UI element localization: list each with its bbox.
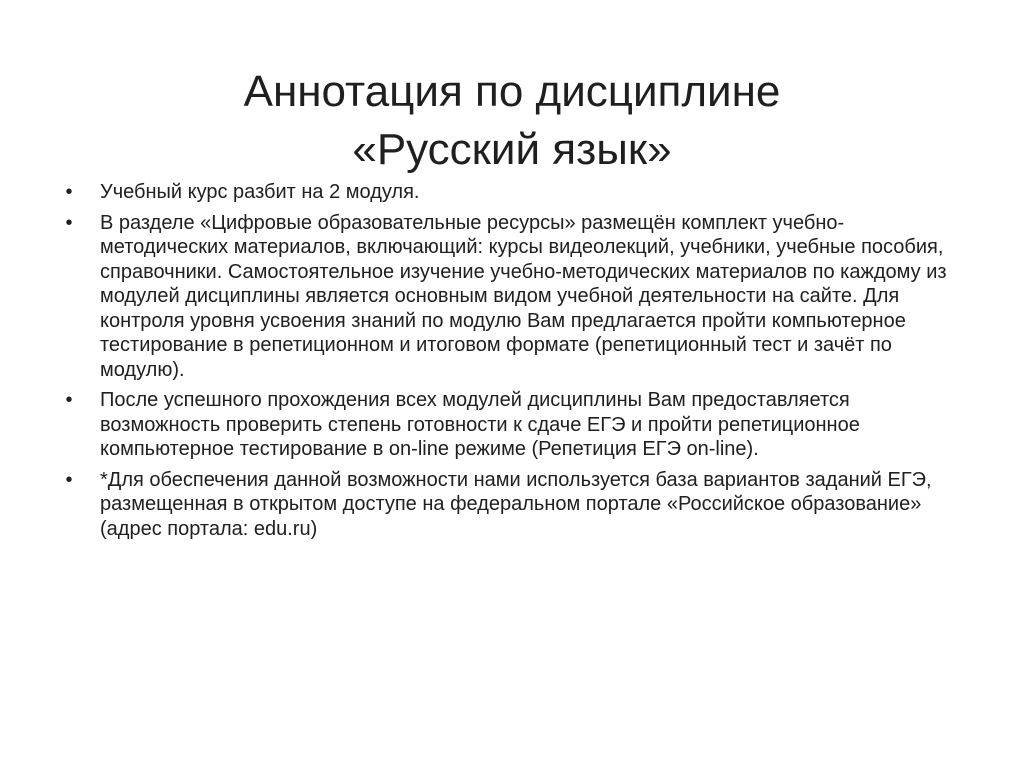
bullet-list bbox=[60, 180, 970, 547]
bullet-dot-icon: • bbox=[65, 389, 73, 411]
bullet-text: После успешного прохождения всех модулей дисциплины Вам предоставляется возможность проверить степень готовности к сдаче ЕГЭ и пройти репетиционное компьютерное тестирование в on-line режиме (Репетиция ЕГЭ on-line). bbox=[100, 389, 860, 460]
bullet-item bbox=[60, 388, 970, 462]
slide-title-line-1: Аннотация по дисциплине bbox=[243, 67, 781, 117]
bullet-item bbox=[60, 211, 970, 383]
slide-title bbox=[60, 63, 964, 179]
bullet-item bbox=[60, 468, 970, 542]
slide-title-line-2: «Русский язык» bbox=[352, 125, 672, 175]
bullet-text: Учебный курс разбит на 2 модуля. bbox=[100, 181, 420, 203]
bullet-dot-icon: • bbox=[65, 468, 73, 491]
bullet-text: В разделе «Цифровые образовательные ресурсы» размещён комплект учебно-методических материалов, включающий: курсы видеолекций, учебники, учебные пособия, справочники. Самостоятельное изучение учебно-методических материалов по каждому из модулей дисциплины является основным видом учебной деятельности на сайте. Для контроля уровня усвоения знаний по модулю Вам предлагается пройти компьютерное тестирование в репетиционном и итоговом формате (репетиционный тест и зачёт по модулю). bbox=[100, 211, 947, 381]
bullet-item bbox=[60, 180, 970, 205]
bullet-dot-icon: • bbox=[65, 181, 73, 203]
bullet-dot-icon: • bbox=[65, 211, 73, 234]
bullet-text: *Для обеспечения данной возможности нами используется база вариантов заданий ЕГЭ, размещенная в открытом доступе на федеральном портале «Российское образование» (адрес портала: edu.ru) bbox=[100, 468, 932, 540]
